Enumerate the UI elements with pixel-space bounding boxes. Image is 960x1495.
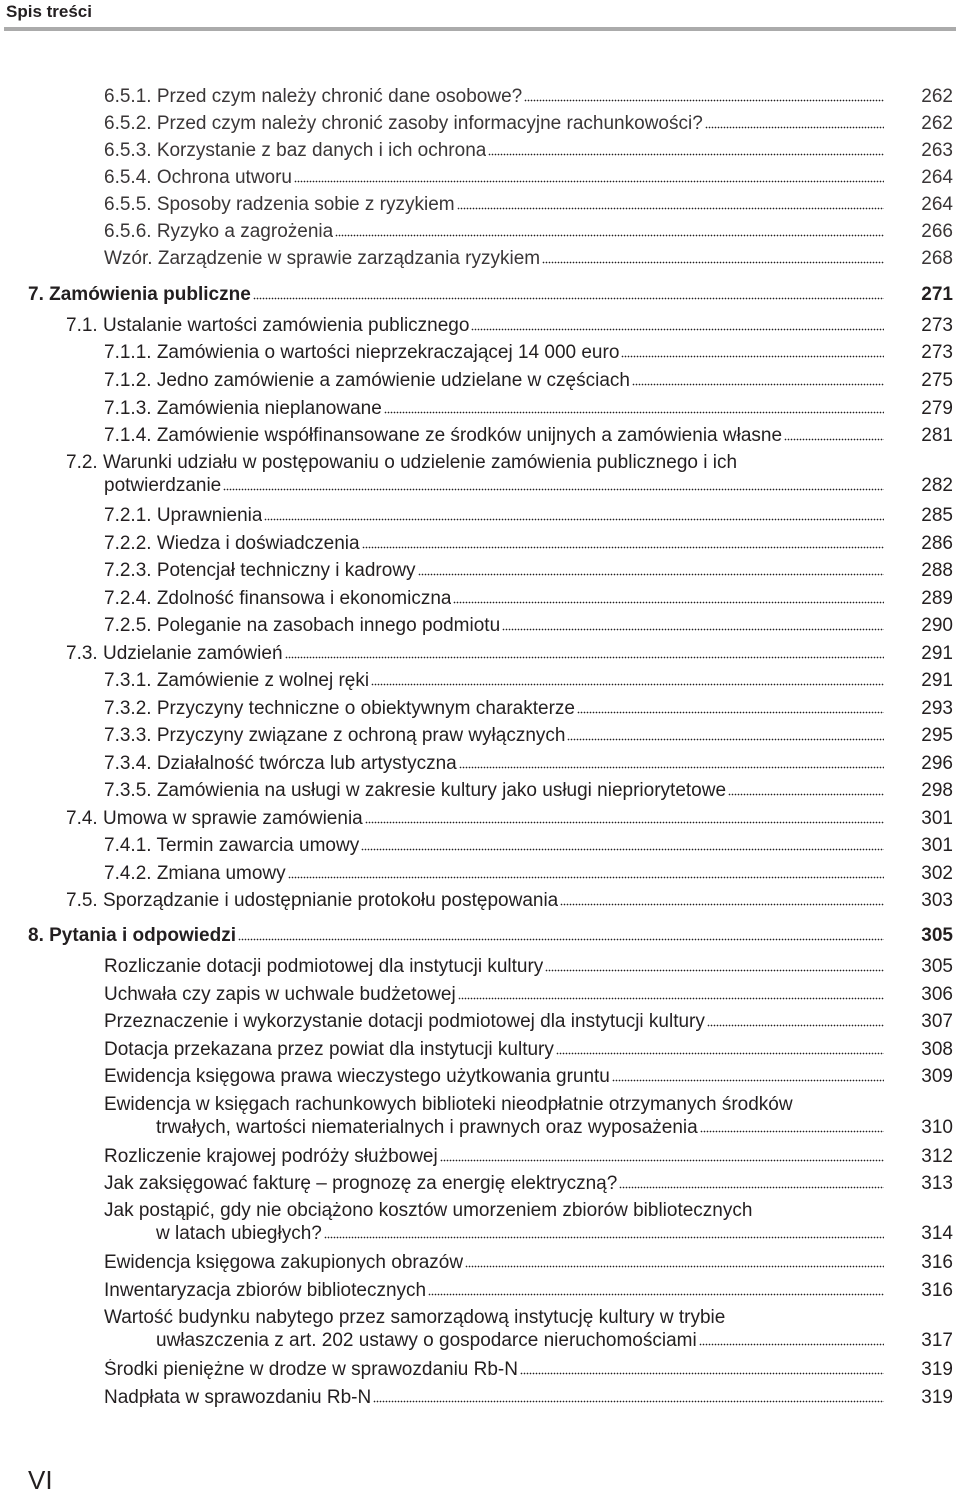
dot-leader — [632, 382, 884, 386]
dot-leader — [223, 487, 884, 491]
toc-entry-page: 319 — [921, 1387, 953, 1408]
toc-entry-title: 7.3.4. Działalność twórcza lub artystyczna — [104, 753, 457, 774]
dot-leader — [288, 875, 884, 879]
dot-leader — [545, 968, 884, 972]
toc-entry-line — [104, 248, 884, 270]
toc-entry-line — [104, 342, 884, 364]
dot-leader — [707, 1023, 884, 1027]
dot-leader — [362, 545, 884, 549]
toc-entry-title: 6.5.5. Sposoby radzenia sobie z ryzykiem — [104, 194, 455, 215]
toc-entry-page: 298 — [921, 780, 953, 801]
toc-entry-title: 7.2.3. Potencjał techniczny i kadrowy — [104, 560, 416, 581]
toc-entry-page: 301 — [921, 835, 953, 856]
toc-entry-title: Ewidencja księgowa prawa wieczystego użytkowania gruntu — [104, 1066, 610, 1087]
dot-leader — [471, 327, 884, 331]
toc-entry-title: 6.5.4. Ochrona utworu — [104, 167, 292, 188]
toc-entry-title: 7.3.5. Zamówienia na usługi w zakresie kultury jako usługi niepriorytetowe — [104, 780, 727, 801]
toc-entry-page: 301 — [921, 808, 953, 829]
toc-entry-line — [104, 113, 884, 135]
toc-entry-line — [156, 1330, 884, 1352]
toc-entry-line — [104, 475, 884, 497]
dot-leader — [453, 600, 884, 604]
toc-entry-line — [104, 835, 884, 857]
header-title: Spis treści — [6, 2, 92, 21]
dot-leader — [502, 627, 884, 631]
toc-entry-line — [104, 863, 884, 885]
toc-entry-line — [104, 560, 884, 582]
toc-entry-title: 7.1. Ustalanie wartości zamówienia publicznego — [66, 315, 470, 336]
toc-entry-line — [104, 698, 884, 720]
toc-entry-line — [104, 398, 884, 420]
toc-entry-page: 266 — [921, 221, 953, 242]
toc-entry-title: Przeznaczenie i wykorzystanie dotacji podmiotowej dla instytucji kultury — [104, 1011, 705, 1032]
toc-entry-line — [104, 370, 884, 392]
dot-leader — [373, 1399, 884, 1403]
toc-entry-line — [104, 956, 884, 978]
toc-entry-page: 305 — [921, 925, 953, 946]
dot-leader — [520, 1371, 884, 1375]
toc-entry-page: 282 — [921, 475, 953, 496]
dot-leader — [253, 296, 884, 300]
toc-entry-line — [104, 1094, 793, 1116]
toc-entry-title: 7. Zamówienia publiczne — [28, 284, 251, 305]
toc-entry-title: 7.2.5. Poleganie na zasobach innego podmiotu — [104, 615, 501, 636]
toc-entry-page: 273 — [921, 342, 953, 363]
dot-leader — [418, 572, 884, 576]
toc-entry-line — [104, 86, 884, 108]
toc-entry-page: 316 — [921, 1252, 953, 1273]
toc-entry-title: trwałych, wartości niematerialnych i prawnych oraz wyposażenia — [156, 1117, 698, 1138]
toc-entry-page: 281 — [921, 425, 953, 446]
dot-leader — [365, 820, 884, 824]
toc-entry-title: Nadpłata w sprawozdaniu Rb-N — [104, 1387, 372, 1408]
toc-entry-title: Rozliczenie krajowej podróży służbowej — [104, 1146, 438, 1167]
toc-entry-title: Inwentaryzacja zbiorów bibliotecznych — [104, 1280, 427, 1301]
toc-entry-title: 7.1.3. Zamówienia nieplanowane — [104, 398, 382, 419]
toc-entry-page: 273 — [921, 315, 953, 336]
toc-entry-page: 306 — [921, 984, 953, 1005]
toc-entry-page: 275 — [921, 370, 953, 391]
toc-entry-title: Jak postąpić, gdy nie obciążono kosztów umorzeniem zbiorów bibliotecznych — [104, 1200, 753, 1221]
dot-leader — [619, 1185, 884, 1189]
dot-leader — [577, 710, 884, 714]
toc-entry-title: 7.1.4. Zamówienie współfinansowane ze środków unijnych a zamówienia własne — [104, 425, 783, 446]
toc-entry-page: 291 — [921, 670, 953, 691]
toc-entry-line — [104, 615, 884, 637]
toc-entry-page: 264 — [921, 194, 953, 215]
toc-entry-page: 305 — [921, 956, 953, 977]
toc-entry-line — [104, 505, 884, 527]
toc-entry-line — [104, 1200, 752, 1222]
toc-entry-title: 7.4.1. Termin zawarcia umowy — [104, 835, 360, 856]
toc-entry-line — [28, 284, 884, 306]
toc-entry-title: 7.3.3. Przyczyny związane z ochroną praw wyłącznych — [104, 725, 566, 746]
toc-entry-page: 295 — [921, 725, 953, 746]
toc-entry-line — [104, 1307, 725, 1329]
toc-entry-title: 7.3.2. Przyczyny techniczne o obiektywnym charakterze — [104, 698, 575, 719]
toc-entry-page: 288 — [921, 560, 953, 581]
toc-entry-line — [104, 670, 884, 692]
toc-entry-page: 316 — [921, 1280, 953, 1301]
toc-entry-line — [104, 194, 884, 216]
toc-entry-page: 262 — [921, 113, 953, 134]
toc-entry-page: 309 — [921, 1066, 953, 1087]
toc-entry-line — [28, 925, 884, 947]
toc-entry-title: 7.2.4. Zdolność finansowa i ekonomiczna — [104, 588, 452, 609]
toc-entry-page: 264 — [921, 167, 953, 188]
toc-entry-line — [104, 1011, 884, 1033]
toc-entry-page: 263 — [921, 140, 953, 161]
toc-entry-title: Jak zaksięgować fakturę – prognozę za energię elektryczną? — [104, 1173, 618, 1194]
toc-entry-title: 7.3. Udzielanie zamówień — [66, 643, 283, 664]
dot-leader — [458, 996, 884, 1000]
dot-leader — [699, 1342, 884, 1346]
toc-entry-page: 262 — [921, 86, 953, 107]
toc-entry-page: 290 — [921, 615, 953, 636]
dot-leader — [488, 152, 884, 156]
toc-entry-page: 289 — [921, 588, 953, 609]
toc-entry-page: 313 — [921, 1173, 953, 1194]
dot-leader — [361, 847, 884, 851]
dot-leader — [524, 98, 884, 102]
toc-entry-page: 268 — [921, 248, 953, 269]
toc-entry-title: 7.4. Umowa w sprawie zamówienia — [66, 808, 363, 829]
toc-entry-title: uwłaszczenia z art. 202 ustawy o gospodarce nieruchomościami — [156, 1330, 697, 1351]
dot-leader — [459, 765, 884, 769]
toc-entry-title: 7.1.1. Zamówienia o wartości nieprzekraczającej 14 000 euro — [104, 342, 620, 363]
toc-entry-page: 279 — [921, 398, 953, 419]
dot-leader — [428, 1292, 884, 1296]
toc-entry-line — [104, 1173, 884, 1195]
toc-entry-title: 7.4.2. Zmiana umowy — [104, 863, 286, 884]
toc-entry-line — [104, 1252, 884, 1274]
toc-entry-line — [104, 1039, 884, 1061]
toc-entry-title: 7.5. Sporządzanie i udostępnianie protokołu postępowania — [66, 890, 559, 911]
toc-entry-line — [104, 221, 884, 243]
toc-entry-line — [66, 890, 884, 912]
toc-entry-title: potwierdzanie — [104, 475, 222, 496]
dot-leader — [294, 179, 884, 183]
toc-entry-line — [104, 725, 884, 747]
dot-leader — [384, 410, 884, 414]
toc-entry-page: 307 — [921, 1011, 953, 1032]
toc-entry-line — [104, 140, 884, 162]
dot-leader — [335, 233, 884, 237]
toc-entry-title: Dotacja przekazana przez powiat dla instytucji kultury — [104, 1039, 554, 1060]
toc-entry-line — [66, 643, 884, 665]
toc-entry-title: 6.5.6. Ryzyko a zagrożenia — [104, 221, 334, 242]
toc-entry-page: 303 — [921, 890, 953, 911]
toc-entry-title: Uchwała czy zapis w uchwale budżetowej — [104, 984, 456, 1005]
toc-entry-page: 296 — [921, 753, 953, 774]
toc-entry-title: Ewidencja w księgach rachunkowych biblioteki nieodpłatnie otrzymanych środków — [104, 1094, 793, 1115]
toc-entry-page: 308 — [921, 1039, 953, 1060]
toc-entry-page: 293 — [921, 698, 953, 719]
dot-leader — [784, 437, 884, 441]
toc-entry-line — [104, 1066, 884, 1088]
toc-entry-page: 285 — [921, 505, 953, 526]
toc-entry-title: 6.5.3. Korzystanie z baz danych i ich ochrona — [104, 140, 487, 161]
toc-entry-title: w latach ubiegłych? — [156, 1223, 322, 1244]
toc-entry-line — [104, 1280, 884, 1302]
toc-entry-title: 6.5.2. Przed czym należy chronić zasoby informacyjne rachunkowości? — [104, 113, 703, 134]
toc-entry-page: 310 — [921, 1117, 953, 1138]
dot-leader — [542, 260, 884, 264]
dot-leader — [567, 737, 884, 741]
toc-entry-line — [104, 167, 884, 189]
toc-entry-title: 7.2.2. Wiedza i doświadczenia — [104, 533, 360, 554]
dot-leader — [560, 902, 884, 906]
toc-entry-line — [104, 753, 884, 775]
toc-entry-line — [104, 1146, 884, 1168]
toc-entry-title: Rozliczanie dotacji podmiotowej dla instytucji kultury — [104, 956, 544, 977]
toc-entry-line — [104, 425, 884, 447]
toc-entry-page: 312 — [921, 1146, 953, 1167]
toc-entry-page: 271 — [921, 284, 953, 305]
dot-leader — [238, 937, 884, 941]
toc-entry-line — [156, 1117, 884, 1139]
toc-entry-page: 317 — [921, 1330, 953, 1351]
dot-leader — [371, 682, 884, 686]
footer-page-number: VI — [28, 1465, 53, 1495]
dot-leader — [612, 1078, 884, 1082]
dot-leader — [465, 1264, 884, 1268]
dot-leader — [324, 1235, 884, 1239]
toc-entry-title: 6.5.1. Przed czym należy chronić dane osobowe? — [104, 86, 523, 107]
toc-entry-line — [104, 984, 884, 1006]
toc-entry-page: 319 — [921, 1359, 953, 1380]
toc-entry-title: 7.1.2. Jedno zamówienie a zamówienie udzielane w częściach — [104, 370, 630, 391]
toc-entry-line — [66, 315, 884, 337]
toc-entry-title: 7.2.1. Uprawnienia — [104, 505, 263, 526]
toc-entry-line — [156, 1223, 884, 1245]
toc-entry-line — [104, 1387, 884, 1409]
dot-leader — [285, 655, 884, 659]
toc-entry-title: Ewidencja księgowa zakupionych obrazów — [104, 1252, 464, 1273]
dot-leader — [705, 125, 884, 129]
toc-entry-title: Wartość budynku nabytego przez samorządową instytucję kultury w trybie — [104, 1307, 726, 1328]
toc-entry-title: 7.2. Warunki udziału w postępowaniu o udzielenie zamówienia publicznego i ich — [66, 452, 738, 473]
dot-leader — [264, 517, 884, 521]
dot-leader — [621, 354, 884, 358]
dot-leader — [457, 206, 884, 210]
dot-leader — [728, 792, 884, 796]
toc-entry-page: 291 — [921, 643, 953, 664]
toc-entry-line — [104, 780, 884, 802]
toc-entry-line — [66, 452, 737, 474]
toc-entry-page: 302 — [921, 863, 953, 884]
toc-entry-line — [104, 533, 884, 555]
dot-leader — [700, 1129, 884, 1133]
dot-leader — [556, 1051, 884, 1055]
toc-entry-title: Wzór. Zarządzenie w sprawie zarządzania ryzykiem — [104, 248, 541, 269]
toc-entry-page: 314 — [921, 1223, 953, 1244]
dot-leader — [440, 1158, 884, 1162]
toc-entry-title: 7.3.1. Zamówienie z wolnej ręki — [104, 670, 370, 691]
toc-entry-line — [104, 588, 884, 610]
toc-entry-title: 8. Pytania i odpowiedzi — [28, 925, 236, 946]
toc-entry-line — [66, 808, 884, 830]
toc-entry-title: Środki pieniężne w drodze w sprawozdaniu Rb-N — [104, 1359, 518, 1380]
toc-entry-page: 286 — [921, 533, 953, 554]
toc-entry-line — [104, 1359, 884, 1381]
